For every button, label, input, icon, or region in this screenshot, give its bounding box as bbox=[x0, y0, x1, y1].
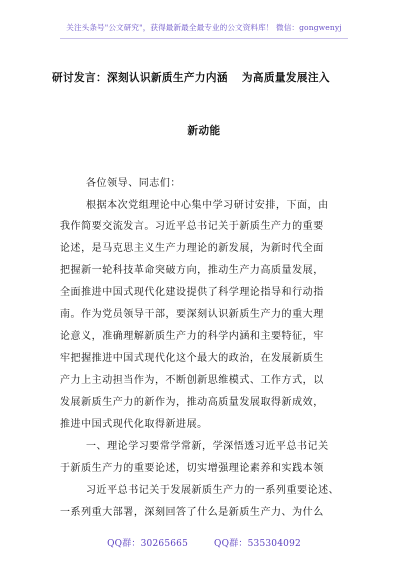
body-line: 推进中国式现代化取得新进展。 bbox=[60, 419, 208, 430]
header-divider bbox=[60, 38, 348, 39]
body-line: 产力上主动担当作为，不断创新思维模式、工作方式，以 bbox=[60, 375, 324, 386]
section-heading-line: 一、理论学习要常学常新，学深悟透习近平总书记关 bbox=[86, 441, 329, 452]
footer-qq-groups bbox=[0, 536, 408, 549]
body-line: 论意义，准确理解新质生产力的科学内涵和主要特征，牢 bbox=[60, 331, 324, 342]
body-line: 发展新质生产力的新作为，推动高质量发展取得新成效， bbox=[60, 397, 324, 408]
title-part1: 研讨发言：深刻认识新质生产力内涵 bbox=[52, 72, 228, 84]
body-line: 牢把握推进中国式现代化这个最大的政治，在发展新质生 bbox=[60, 353, 324, 364]
body-line: 我作简要交流发言。习近平总书记关于新质生产力的重要 bbox=[60, 221, 324, 232]
title-part2: 为高质量发展注入 bbox=[241, 72, 330, 84]
salutation: 各位领导、同志们： bbox=[86, 178, 181, 189]
body-line: 把握新一轮科技革命突破方向，推动生产力高质量发展， bbox=[60, 265, 324, 276]
document-title-line2: 新动能 bbox=[187, 125, 221, 137]
body-line: 全面推进中国式现代化建设提供了科学理论指导和行动指 bbox=[60, 287, 324, 298]
body-line: 一系列重大部署，深刻回答了什么是新质生产力、为什么 bbox=[60, 507, 324, 518]
body-line: 习近平总书记关于发展新质生产力的一系列重要论述、 bbox=[86, 485, 340, 496]
document-title bbox=[52, 70, 368, 85]
footer-qq1: QQ群：30265665 bbox=[107, 539, 189, 549]
footer-qq2: QQ群：535304092 bbox=[214, 539, 301, 549]
body-line: 论述，是马克思主义生产力理论的新发展，为新时代全面 bbox=[60, 243, 324, 254]
body-line: 南。作为党员领导干部，要深刻认识新质生产力的重大理 bbox=[60, 309, 324, 320]
section-heading-line: 于新质生产力的重要论述，切实增强理论素养和实践本领 bbox=[60, 463, 324, 474]
header-notice: 关注头条号"公文研究"，获得最新最全最专业的公文资料库！ 微信：gongwenyj bbox=[66, 23, 342, 32]
body-line: 根据本次党组理论中心集中学习研讨安排，下面，由 bbox=[86, 200, 329, 211]
